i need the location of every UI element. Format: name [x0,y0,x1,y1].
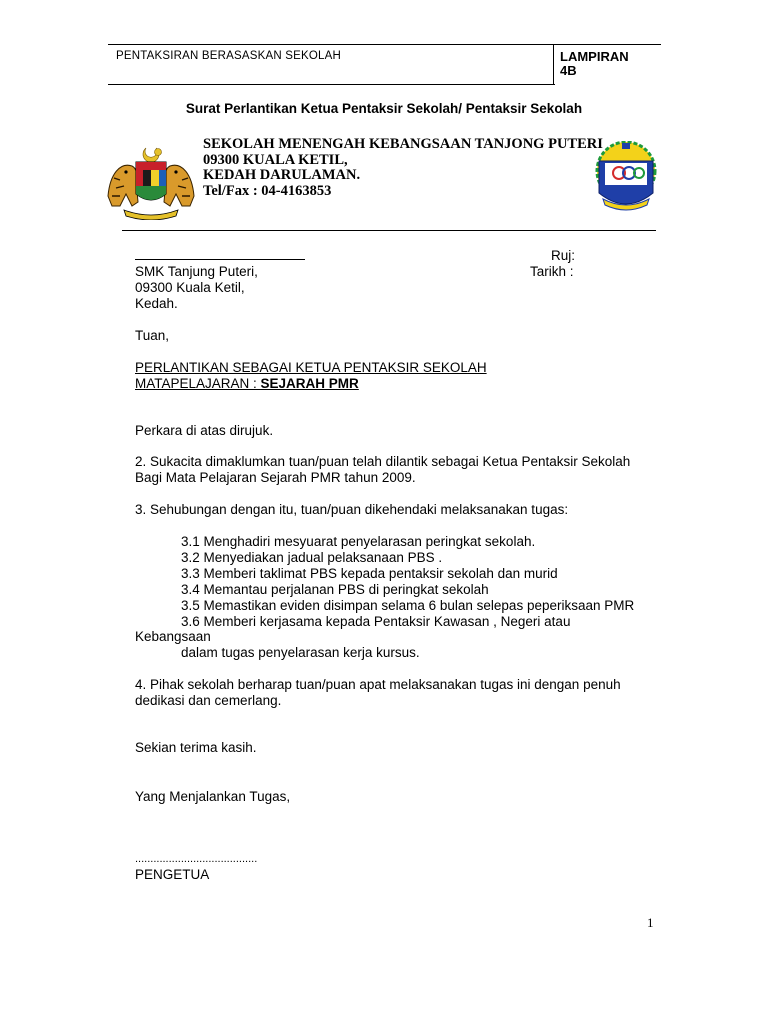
closing: Sekian terima kasih. [135,740,257,755]
salutation: Tuan, [135,328,170,343]
signer-title: PENGETUA [135,867,210,882]
task-item: 3.1 Menghadiri mesyuarat penyelarasan peringkat sekolah. [181,534,536,549]
paragraph-1: Perkara di atas dirujuk. [135,423,274,438]
signature-dots: ........................................ [135,853,258,865]
task-item: 3.6 Memberi kerjasama kepada Pentaksir Kawasan , Negeri atau [181,614,571,629]
ruj-label: Ruj: [551,248,576,263]
task-item: 3.2 Menyediakan jadual pelaksanaan PBS . [181,550,443,565]
task-item: 3.5 Memastikan eviden disimpan selama 6 bulan selepas peperiksaan PMR [181,598,635,613]
malaysia-coat-of-arms-icon [106,144,196,220]
school-info [203,137,603,199]
recipient-line-1: SMK Tanjung Puteri, [135,264,258,279]
subject-name: SEJARAH PMR [260,376,359,391]
school-telfax: Tel/Fax : 04-4163853 [203,182,332,199]
task-6-wrap: Kebangsaan [135,629,211,644]
header-rule-top [108,44,661,45]
recipient-line-3: Kedah. [135,296,178,311]
task-item: 3.4 Memantau perjalanan PBS di peringkat sekolah [181,582,489,597]
paragraph-4-line-2: dedikasi dan cemerlang. [135,693,282,708]
school-badge-icon [593,141,659,215]
signoff: Yang Menjalankan Tugas, [135,789,291,804]
subject-prefix: MATAPELAJARAN : [135,376,261,391]
paragraph-3: 3. Sehubungan dengan itu, tuan/puan dikehendaki melaksanakan tugas: [135,502,569,517]
paragraph-4-line-1: 4. Pihak sekolah berharap tuan/puan apat melaksanakan tugas ini dengan penuh [135,677,621,692]
recipient-name-line [135,259,305,260]
paragraph-2-line-2: Bagi Mata Pelajaran Sejarah PMR tahun 2009. [135,470,416,485]
school-address-2: KEDAH DARULAMAN. [203,167,361,183]
paragraph-2-line-1: 2. Sukacita dimaklumkan tuan/puan telah dilantik sebagai Ketua Pentaksir Sekolah [135,454,631,469]
school-address-1: 09300 KUALA KETIL, [203,151,348,168]
task-6-continuation: dalam tugas penyelarasan kerja kursus. [181,645,420,660]
tarikh-label: Tarikh : [530,264,574,279]
lampiran-label: LAMPIRAN [560,49,629,64]
task-item: 3.3 Memberi taklimat PBS kepada pentaksir sekolah dan murid [181,566,558,581]
header-rule-bottom [108,84,555,85]
header-lampiran [560,50,650,78]
document-title: Surat Perlantikan Ketua Pentaksir Sekolah/ Pentaksir Sekolah [185,101,583,116]
recipient-line-2: 09300 Kuala Ketil, [135,280,245,295]
school-name: SEKOLAH MENENGAH KEBANGSAAN TANJONG PUTERI [203,136,603,152]
letterhead-separator [122,230,656,231]
header-divider [553,44,554,84]
lampiran-code: 4B [560,63,577,78]
header-left-text: PENTAKSIRAN BERASASKAN SEKOLAH [116,50,341,62]
subject-line-2 [135,376,359,392]
page-number: 1 [647,915,654,930]
subject-line-1: PERLANTIKAN SEBAGAI KETUA PENTAKSIR SEKOLAH [135,360,487,375]
